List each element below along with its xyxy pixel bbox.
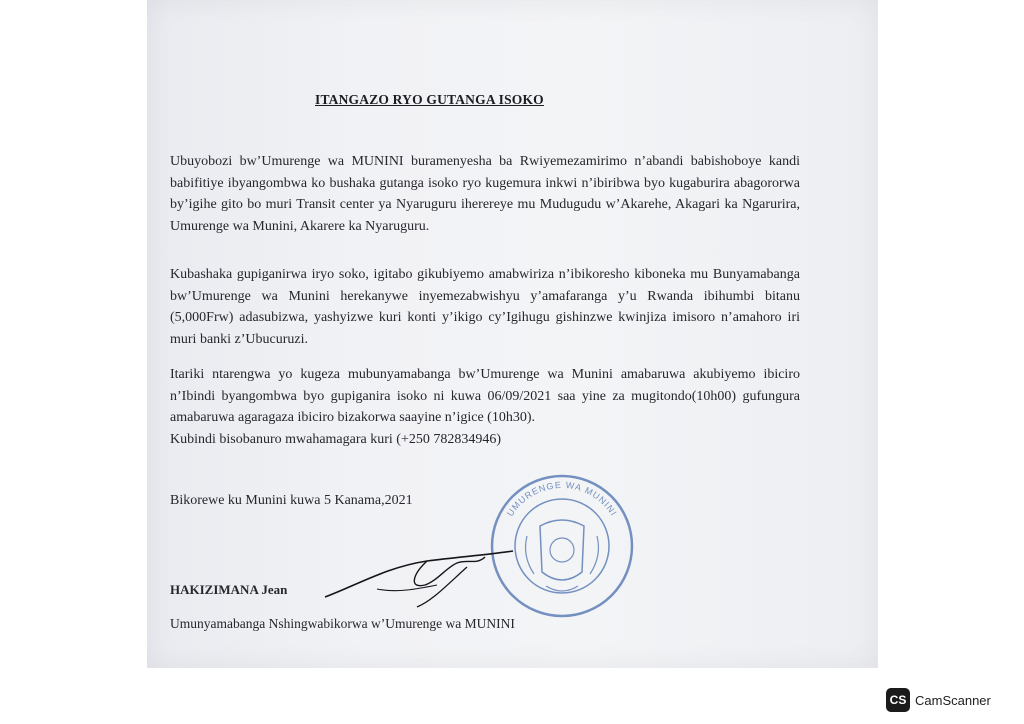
handwritten-signature (317, 545, 517, 615)
date-line: Bikorewe ku Munini kuwa 5 Kanama,2021 (170, 493, 413, 508)
stamp-text: UMURENGE WA MUNINI (505, 479, 620, 519)
signer-name: HAKIZIMANA Jean (170, 582, 288, 597)
scanned-page (147, 0, 878, 668)
paragraph-announcement: Ubuyobozi bw’Umurenge wa MUNINI buramenyesha ba Rwiyemezamirimo n’abandi babishoboye kandi babifitiye ibyangombwa ko bushaka gutanga isoko ryo kugemura inkwi n’ibiribwa byo kugaburira abagororwa by’igihe gito bo muri Transit center ya Nyaruguru iherereye mu Mudugudu w’Akarehe, Akagari ka Ngarurira, Umurenge wa Munini, Akarere ka Nyaruguru. (170, 154, 800, 234)
paragraph-deadline: Itariki ntarengwa yo kugeza mubunyamabanga bw’Umurenge wa Munini amabaruwa akubiyemo ibiciro n’Ibindi byangombwa byo gupiganira isoko ni kuwa 06/09/2021 saa yine za mugitondo(10h00) gufungura amabaruwa agaragaza ibiciro bizakorwa saayine n’igice (10h30). (170, 367, 800, 425)
camscanner-name: CamScanner (915, 692, 991, 708)
camscanner-logo-icon: CS (886, 688, 910, 712)
contact-line: Kubindi bisobanuro mwahamagara kuri (+250 782834946) (170, 432, 501, 447)
paragraph-bidding-documents: Kubashaka gupiganirwa iryo soko, igitabo gikubiyemo amabwiriza n’ibikoresho kiboneka mu Bunyamabanga bw’Umurenge wa Munini herekanywe inyemezabwishyu y’amafaranga y’u Rwanda ibihumbi bitanu (5,000Frw) adasubizwa, yashyizwe kuri konti y’ikigo cy’Igihugu gishinzwe kwinjiza imisoro n’amahoro iri muri banki z’Ubucuruzi. (170, 267, 800, 347)
document-title: ITANGAZO RYO GUTANGA ISOKO (315, 92, 544, 107)
signer-role: Umunyamabanga Nshingwabikorwa w’Umurenge wa MUNINI (170, 616, 515, 631)
camscanner-watermark (886, 686, 991, 714)
